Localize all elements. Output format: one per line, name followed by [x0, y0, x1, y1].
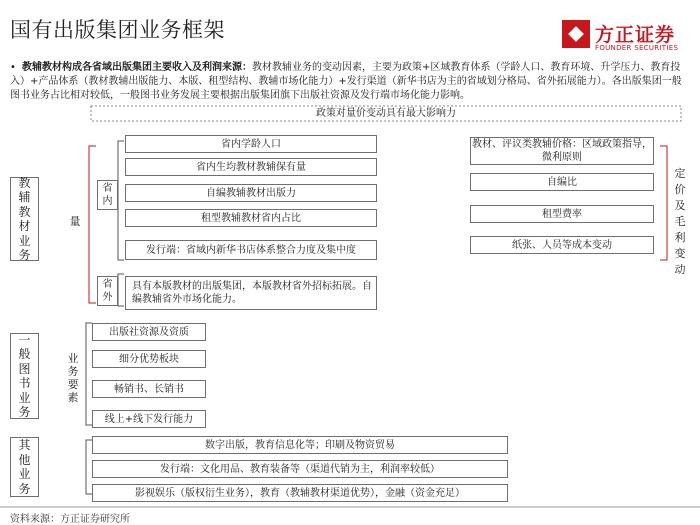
- quantity-box-5: 发行端：省域内新华书店体系整合力度及集中度: [125, 240, 377, 260]
- general-box-3: 畅销书、长销书: [92, 380, 206, 398]
- price-box-2: 自编比: [470, 173, 654, 191]
- category-textbook-label: 教辅教材业务: [18, 175, 31, 262]
- intro-bold: 教辅教材构成各省域出版集团主要收入及利润来源：: [22, 62, 252, 73]
- price-box-4: 纸张、人员等成本变动: [470, 236, 654, 254]
- quantity-box-4: 租型教辅教材省内占比: [125, 209, 377, 227]
- general-box-4: 线上+线下发行能力: [92, 410, 206, 428]
- general-box-1: 出版社资源及资质: [92, 323, 206, 341]
- source-note: 资料来源：方正证券研究所: [10, 514, 130, 525]
- quantity-box-2: 省内生均教材教辅保有量: [125, 158, 377, 176]
- out-province-label: 省外: [102, 279, 113, 303]
- out-province-box: [97, 276, 118, 306]
- out-province-text-box: 具有本版教材的出版集团，本版教材省外招标拓展。自编教辅省外市场化能力。: [125, 276, 377, 310]
- intro-text: 教材教辅业务的变动因素，主要为政策+区域教育体系（学龄人口、教育环境、升学压力、教育投入）+产品体系（教材教辅出版能力、本版、租型结构、教辅市场化能力）+发行渠道（新华书店为主的省域划分格局、省外拓展能力）。各出版集团一般图书业务占比相对较低，一般图书业务发展主要根据出版集团旗下出版社资源及发行端市场化能力影响。: [10, 62, 682, 101]
- price-box-1: 教材、评议类教辅价格：区域政策指导，微利原则: [472, 139, 652, 163]
- price-box-3: 租型费率: [470, 205, 654, 223]
- intro-bullet: •: [10, 62, 16, 73]
- category-other: [10, 437, 39, 497]
- price-margin-label: 定价及毛利变动: [674, 167, 686, 276]
- quantity-box-3: 自编教辅教材出版力: [125, 184, 377, 202]
- other-box-3: 影视娱乐（版权衍生业务），教育（教辅教材渠道优势），金融（资金充足）: [92, 484, 508, 502]
- quantity-box-1: 省内学龄人口: [125, 135, 377, 153]
- general-box-2: 细分优势板块: [92, 350, 206, 368]
- logo-en: FOUNDER SECURITIES: [595, 44, 679, 52]
- logo-cn: 方正证券: [595, 24, 676, 46]
- general-factors-label: 业务要素: [67, 352, 79, 404]
- other-box-1: 数字出版，教育信息化等；印刷及物资贸易: [92, 436, 508, 454]
- page-title: 国有出版集团业务框架: [10, 18, 225, 42]
- category-general: [10, 333, 39, 419]
- category-textbook: [10, 177, 39, 261]
- quantity-label: 量: [69, 215, 81, 228]
- category-general-label: 一般图书业务: [18, 332, 31, 419]
- in-province-box: [97, 180, 118, 210]
- category-other-label: 其他业务: [18, 438, 31, 496]
- in-province-label: 省内: [102, 183, 113, 207]
- policy-banner: 政策对量价变动具有最大影响力: [316, 108, 456, 119]
- other-box-2: 发行端：文化用品、教育装备等（渠道代销为主，利润率较低）: [92, 460, 508, 478]
